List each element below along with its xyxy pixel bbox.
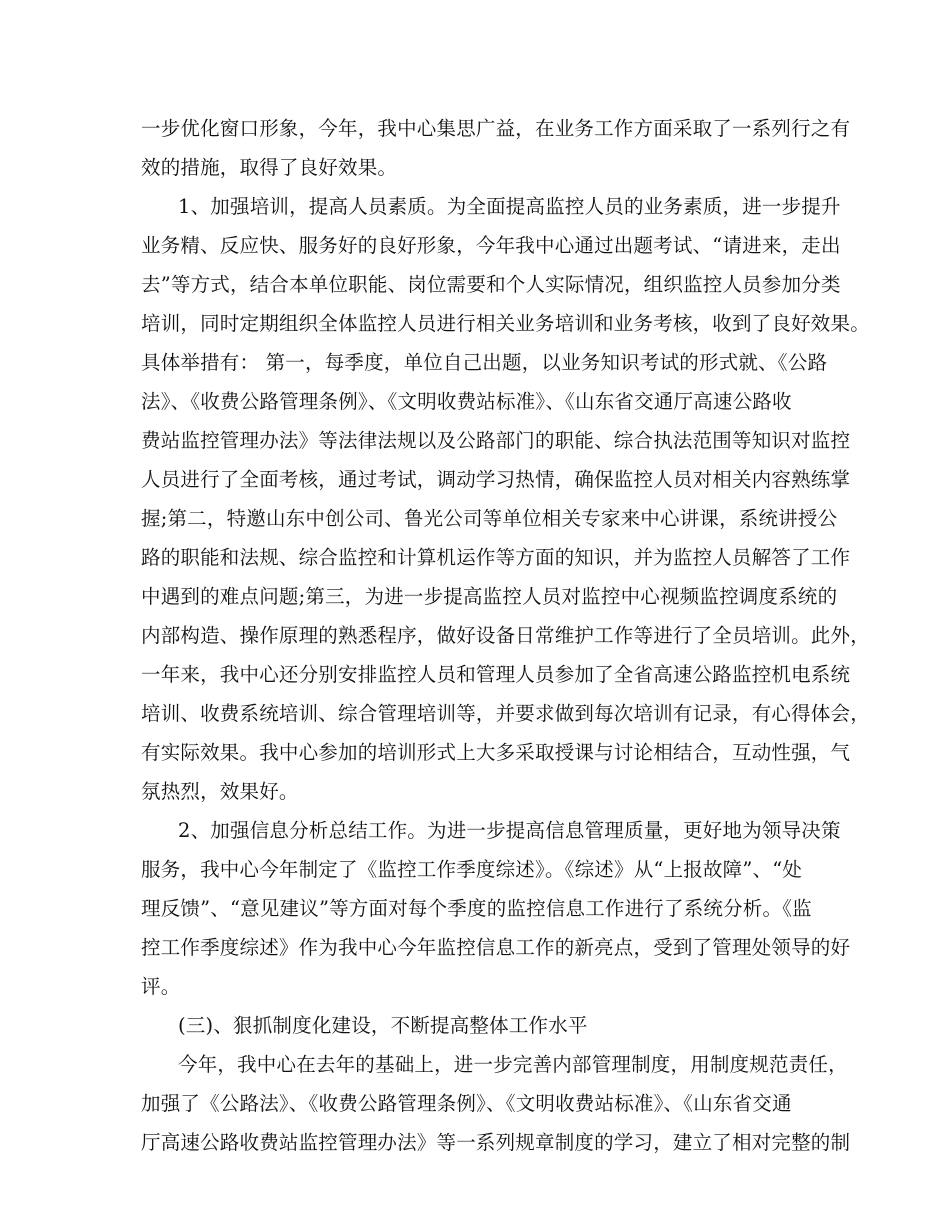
text-line: 效的措施，取得了良好效果。 [141, 156, 398, 179]
section-heading: (三)、狠抓制度化建设，不断提高整体工作水平 [178, 1014, 588, 1037]
text-line: 握;第二，特邀山东中创公司、鲁光公司等单位相关专家来中心讲课，系统讲授公 [141, 507, 838, 530]
text-line: 中遇到的难点问题;第三，为进一步提高监控人员对监控中心视频监控调度系统的 [141, 585, 838, 608]
text-line: 评。 [141, 975, 181, 998]
text-line: 厅高速公路收费站监控管理办法》等一系列规章制度的学习，建立了相对完整的制 [141, 1131, 851, 1154]
text-line: 内部构造、操作原理的熟悉程序，做好设备日常维护工作等进行了全员培训。此外， [141, 624, 870, 647]
text-line: 去”等方式，结合本单位职能、岗位需要和个人实际情况，组织监控人员参加分类 [141, 273, 841, 296]
text-line: 1、加强培训，提高人员素质。为全面提高监控人员的业务素质，进一步提升 [178, 195, 841, 218]
text-line: 路的职能和法规、综合监控和计算机运作等方面的知识，并为监控人员解答了工作 [141, 546, 851, 569]
text-line: 费站监控管理办法》等法律法规以及公路部门的职能、综合执法范围等知识对监控 [141, 429, 851, 452]
text-line: 有实际效果。我中心参加的培训形式上大多采取授课与讨论相结合，互动性强，气 [141, 741, 851, 764]
text-line: 氛热烈，效果好。 [141, 780, 299, 803]
text-line: 一年来，我中心还分别安排监控人员和管理人员参加了全省高速公路监控机电系统 [141, 663, 851, 686]
text-line: 业务精、反应快、服务好的良好形象，今年我中心通过出题考试、“请进来，走出 [141, 234, 841, 257]
text-line: 培训，同时定期组织全体监控人员进行相关业务培训和业务考核，收到了良好效果。 [141, 312, 870, 335]
text-line: 今年，我中心在去年的基础上，进一步完善内部管理制度，用制度规范责任， [178, 1053, 848, 1076]
text-line: 具体举措有： 第一，每季度，单位自己出题，以业务知识考试的形式就、《公路 [141, 351, 828, 374]
text-line: 控工作季度综述》作为我中心今年监控信息工作的新亮点，受到了管理处领导的好 [141, 936, 851, 959]
text-line: 一步优化窗口形象，今年，我中心集思广益，在业务工作方面采取了一系列行之有 [141, 117, 851, 140]
text-line: 培训、收费系统培训、综合管理培训等，并要求做到每次培训有记录，有心得体会， [141, 702, 870, 725]
text-line: 法》、《收费公路管理条例》、《文明收费站标准》、《山东省交通厅高速公路收 [141, 390, 792, 413]
text-line: 加强了《公路法》、《收费公路管理条例》、《文明收费站标准》、《山东省交通 [141, 1092, 792, 1115]
text-line: 理反馈”、“意见建议”等方面对每个季度的监控信息工作进行了系统分析。《监 [141, 897, 812, 920]
text-line: 人员进行了全面考核，通过考试，调动学习热情，确保监控人员对相关内容熟练掌 [141, 468, 851, 491]
text-line: 2、加强信息分析总结工作。为进一步提高信息管理质量，更好地为领导决策 [178, 819, 841, 842]
text-line: 服务，我中心今年制定了《监控工作季度综述》。《综述》从“上报故障”、“处 [141, 858, 803, 881]
